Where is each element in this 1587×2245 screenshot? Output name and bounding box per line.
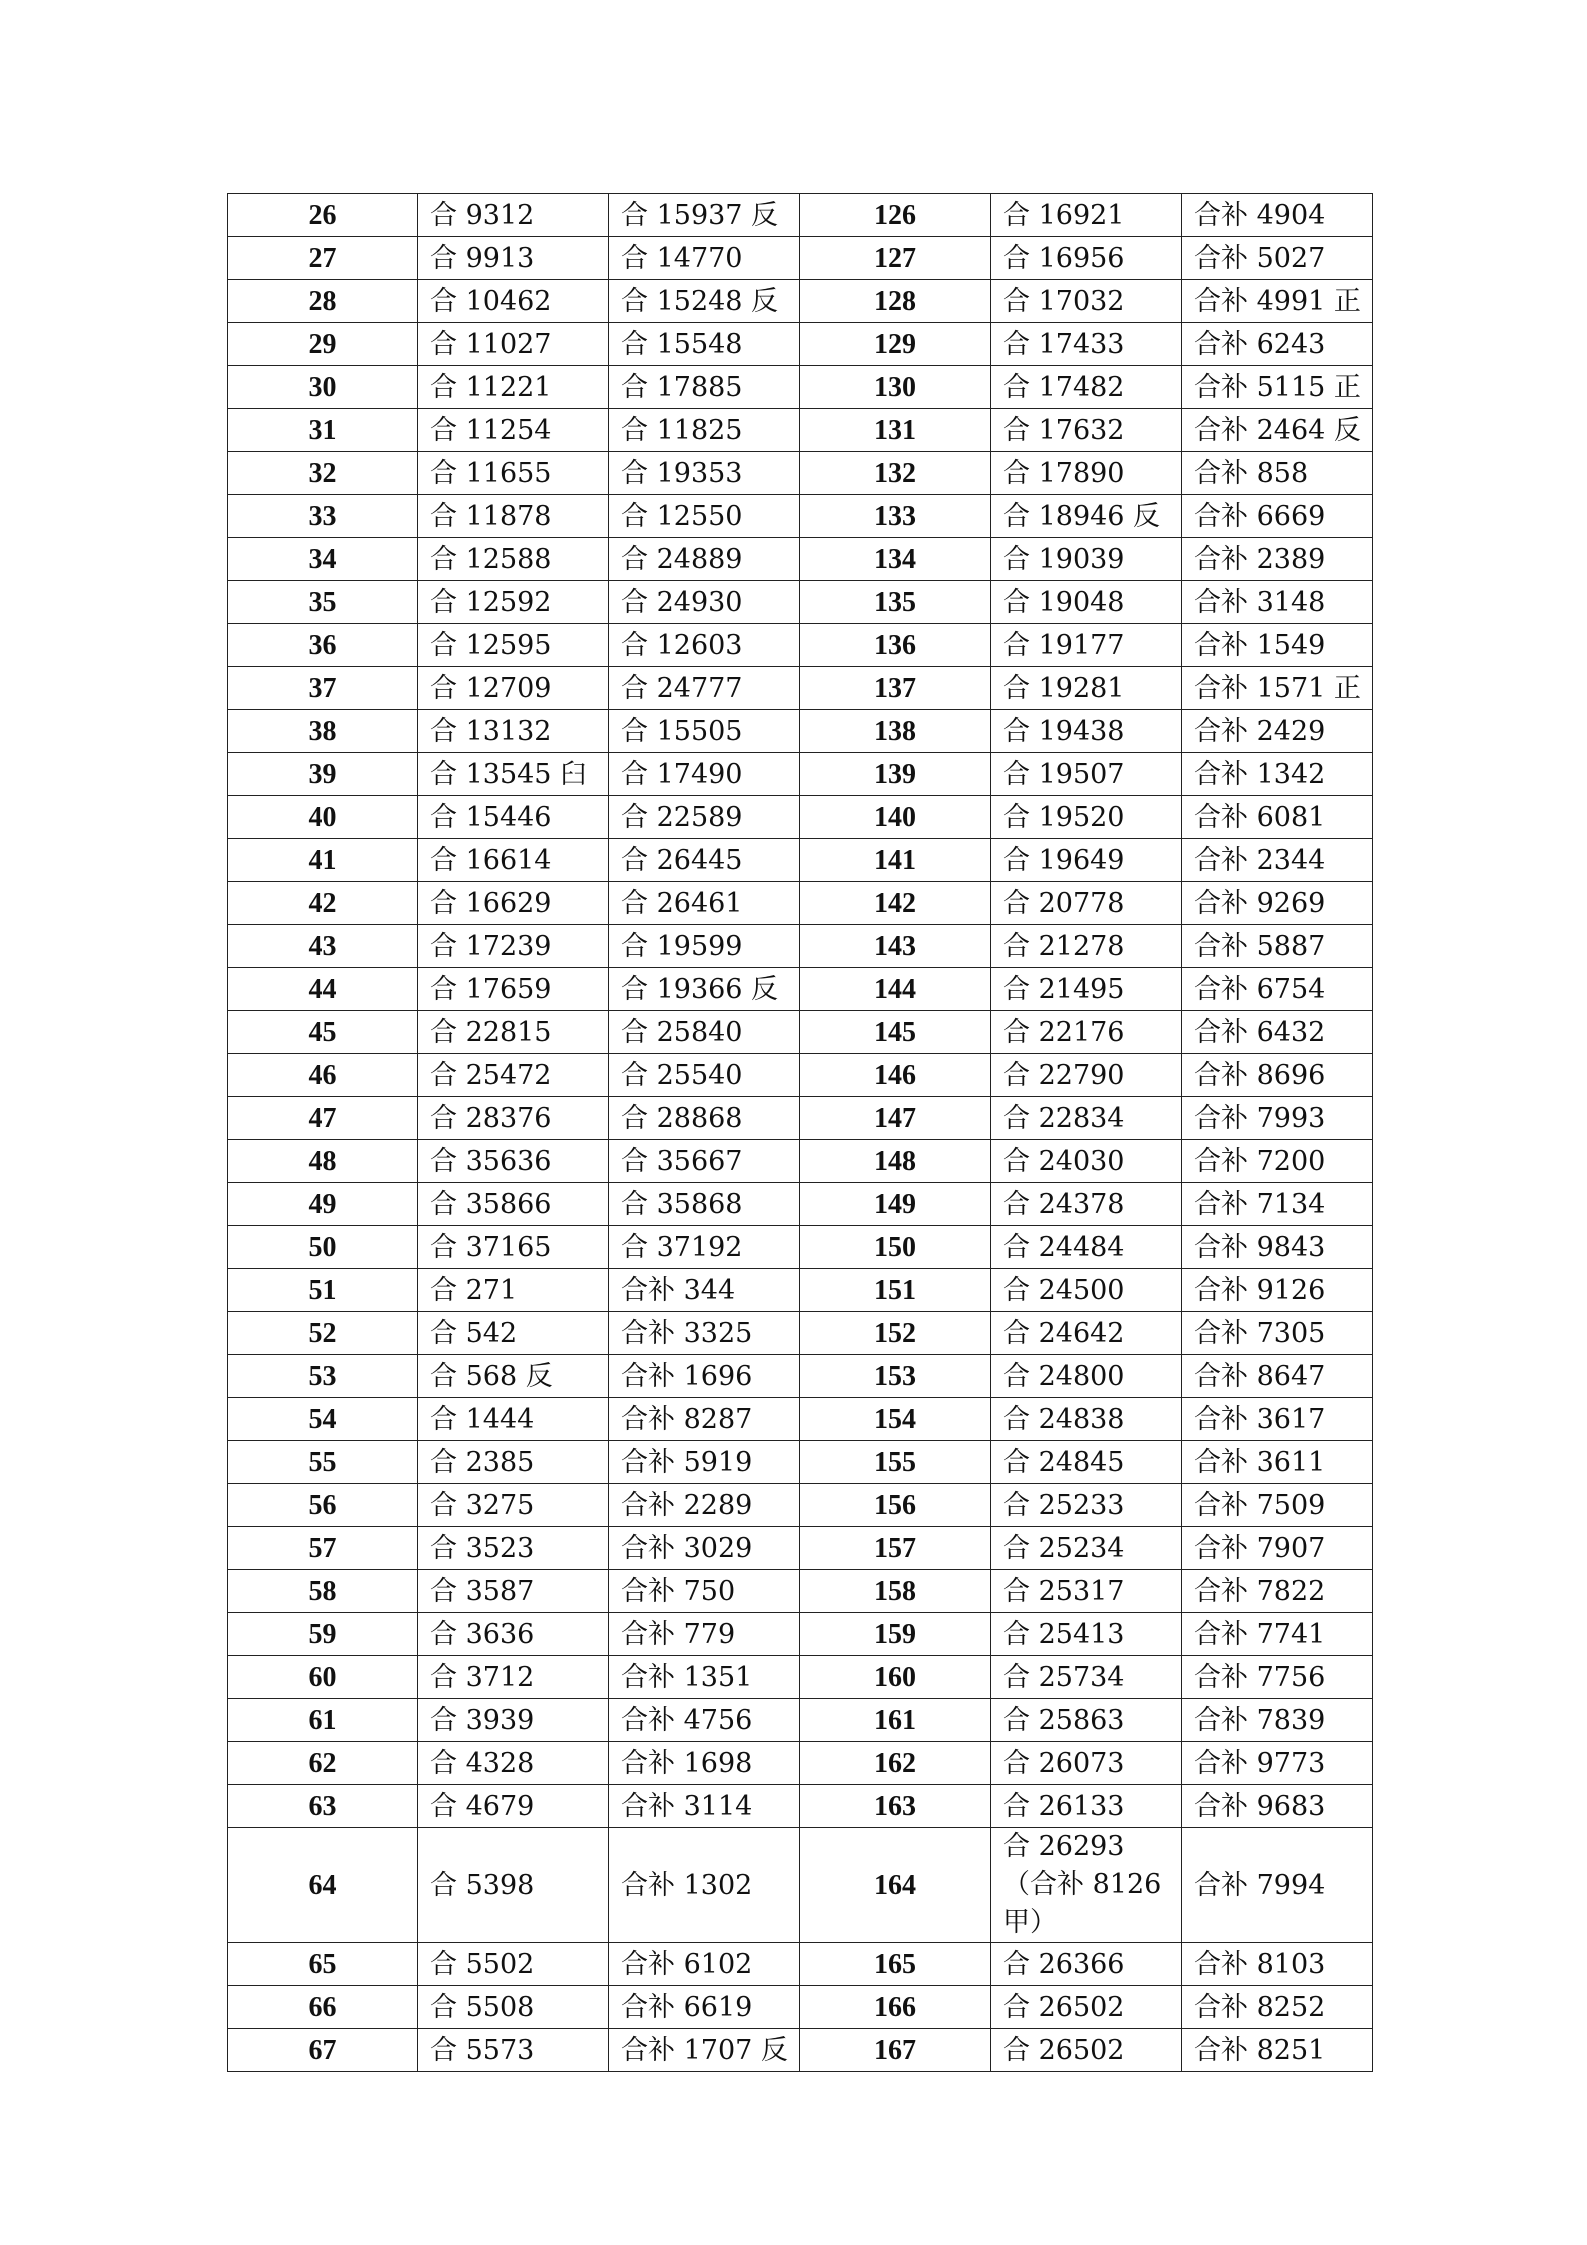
cell-index-right: 149 <box>800 1183 991 1226</box>
cell-index-left: 55 <box>228 1441 418 1484</box>
cell-catalog-b-left: 合补 5919 <box>609 1441 800 1484</box>
cell-catalog-b-left: 合补 3029 <box>609 1527 800 1570</box>
cell-index-left: 64 <box>228 1828 418 1943</box>
cell-catalog-b-left: 合 26461 <box>609 882 800 925</box>
cell-catalog-b-left: 合补 344 <box>609 1269 800 1312</box>
table-row <box>228 1785 1373 1828</box>
cell-catalog-b-right: 合补 7509 <box>1182 1484 1373 1527</box>
cell-index-left: 49 <box>228 1183 418 1226</box>
cell-catalog-b-right: 合补 7305 <box>1182 1312 1373 1355</box>
cell-index-right: 145 <box>800 1011 991 1054</box>
cell-catalog-b-right: 合补 2344 <box>1182 839 1373 882</box>
cell-catalog-b-right: 合补 7994 <box>1182 1828 1373 1943</box>
cell-index-left: 26 <box>228 194 418 237</box>
cell-catalog-a-right: 合 24800 <box>991 1355 1182 1398</box>
cell-catalog-a-right: 合 17890 <box>991 452 1182 495</box>
cell-catalog-b-left: 合 24777 <box>609 667 800 710</box>
cell-catalog-b-right: 合补 1571 正 <box>1182 667 1373 710</box>
cell-catalog-a-right: 合 22834 <box>991 1097 1182 1140</box>
cell-catalog-b-left: 合 11825 <box>609 409 800 452</box>
cell-catalog-b-left: 合 17490 <box>609 753 800 796</box>
cell-index-right: 164 <box>800 1828 991 1943</box>
cell-catalog-b-left: 合 12603 <box>609 624 800 667</box>
cell-catalog-a-right: 合 26073 <box>991 1742 1182 1785</box>
cell-catalog-b-right: 合补 858 <box>1182 452 1373 495</box>
cell-catalog-a-left: 合 3939 <box>418 1699 609 1742</box>
cell-index-left: 56 <box>228 1484 418 1527</box>
cell-catalog-b-left: 合补 2289 <box>609 1484 800 1527</box>
cell-index-right: 128 <box>800 280 991 323</box>
cell-catalog-b-left: 合补 6102 <box>609 1943 800 1986</box>
cell-catalog-a-right: 合 22790 <box>991 1054 1182 1097</box>
cell-index-right: 156 <box>800 1484 991 1527</box>
cell-catalog-b-right: 合补 4904 <box>1182 194 1373 237</box>
table-row <box>228 968 1373 1011</box>
cell-catalog-a-right: 合 24642 <box>991 1312 1182 1355</box>
table-row <box>228 1527 1373 1570</box>
cell-catalog-b-left: 合 24889 <box>609 538 800 581</box>
cell-index-left: 50 <box>228 1226 418 1269</box>
cell-catalog-b-right: 合补 8251 <box>1182 2029 1373 2072</box>
cell-catalog-b-left: 合 22589 <box>609 796 800 839</box>
cell-index-right: 162 <box>800 1742 991 1785</box>
cell-index-right: 135 <box>800 581 991 624</box>
cell-catalog-b-left: 合补 1351 <box>609 1656 800 1699</box>
cell-catalog-a-right: 合 26366 <box>991 1943 1182 1986</box>
table-row <box>228 1699 1373 1742</box>
cell-catalog-b-right: 合补 8647 <box>1182 1355 1373 1398</box>
cell-index-left: 61 <box>228 1699 418 1742</box>
cell-catalog-a-left: 合 11878 <box>418 495 609 538</box>
cell-index-left: 46 <box>228 1054 418 1097</box>
cell-catalog-a-right: 合 19438 <box>991 710 1182 753</box>
table-row <box>228 2029 1373 2072</box>
cell-catalog-b-right: 合补 7134 <box>1182 1183 1373 1226</box>
cell-catalog-a-left: 合 4679 <box>418 1785 609 1828</box>
cell-catalog-a-left: 合 12709 <box>418 667 609 710</box>
cell-index-right: 133 <box>800 495 991 538</box>
table-row <box>228 1140 1373 1183</box>
cell-catalog-b-left: 合 19599 <box>609 925 800 968</box>
cell-catalog-a-right: 合 25233 <box>991 1484 1182 1527</box>
cell-index-right: 130 <box>800 366 991 409</box>
cell-index-left: 48 <box>228 1140 418 1183</box>
cell-index-right: 159 <box>800 1613 991 1656</box>
cell-catalog-a-right: 合 19177 <box>991 624 1182 667</box>
cell-catalog-a-left: 合 17239 <box>418 925 609 968</box>
cell-index-left: 67 <box>228 2029 418 2072</box>
cell-catalog-b-right: 合补 6432 <box>1182 1011 1373 1054</box>
cell-catalog-b-right: 合补 8103 <box>1182 1943 1373 1986</box>
cell-catalog-b-right: 合补 7907 <box>1182 1527 1373 1570</box>
cell-index-right: 151 <box>800 1269 991 1312</box>
table-row <box>228 796 1373 839</box>
cell-catalog-b-right: 合补 5027 <box>1182 237 1373 280</box>
cell-catalog-b-right: 合补 3611 <box>1182 1441 1373 1484</box>
cell-catalog-b-left: 合补 3114 <box>609 1785 800 1828</box>
cell-catalog-a-right: 合 24845 <box>991 1441 1182 1484</box>
cell-catalog-a-left: 合 3712 <box>418 1656 609 1699</box>
cell-catalog-b-right: 合补 7839 <box>1182 1699 1373 1742</box>
cell-index-right: 137 <box>800 667 991 710</box>
cell-index-left: 40 <box>228 796 418 839</box>
cell-catalog-a-right: 合 17632 <box>991 409 1182 452</box>
cell-catalog-a-left: 合 3587 <box>418 1570 609 1613</box>
cell-catalog-b-left: 合 17885 <box>609 366 800 409</box>
table-row <box>228 1398 1373 1441</box>
cell-catalog-a-right: 合 17433 <box>991 323 1182 366</box>
cell-index-right: 167 <box>800 2029 991 2072</box>
table-row <box>228 1183 1373 1226</box>
cell-catalog-b-left: 合 12550 <box>609 495 800 538</box>
cell-catalog-b-right: 合补 8696 <box>1182 1054 1373 1097</box>
cell-catalog-a-right: 合 17482 <box>991 366 1182 409</box>
table-row <box>228 1011 1373 1054</box>
cell-index-left: 54 <box>228 1398 418 1441</box>
cell-catalog-a-right: 合 26502 <box>991 2029 1182 2072</box>
table-row <box>228 1570 1373 1613</box>
cell-index-left: 53 <box>228 1355 418 1398</box>
cell-index-right: 138 <box>800 710 991 753</box>
cell-catalog-a-left: 合 9312 <box>418 194 609 237</box>
cell-catalog-b-left: 合 26445 <box>609 839 800 882</box>
cell-catalog-a-left: 合 3523 <box>418 1527 609 1570</box>
cell-catalog-a-left: 合 35866 <box>418 1183 609 1226</box>
table-row <box>228 1441 1373 1484</box>
cell-catalog-b-right: 合补 1342 <box>1182 753 1373 796</box>
cell-catalog-a-right: 合 21495 <box>991 968 1182 1011</box>
cell-catalog-a-right: 合 26502 <box>991 1986 1182 2029</box>
cell-catalog-a-right: 合 21278 <box>991 925 1182 968</box>
cell-catalog-a-right: 合 17032 <box>991 280 1182 323</box>
cell-catalog-b-left: 合 15937 反 <box>609 194 800 237</box>
table-row <box>228 538 1373 581</box>
cell-catalog-a-right: 合 20778 <box>991 882 1182 925</box>
cell-catalog-a-left: 合 5508 <box>418 1986 609 2029</box>
cell-catalog-a-right: 合 24838 <box>991 1398 1182 1441</box>
cell-catalog-a-right: 合 25317 <box>991 1570 1182 1613</box>
cell-catalog-b-left: 合 15548 <box>609 323 800 366</box>
table-row <box>228 495 1373 538</box>
cell-catalog-b-left: 合补 750 <box>609 1570 800 1613</box>
table-row <box>228 1613 1373 1656</box>
table-row <box>228 194 1373 237</box>
cell-index-left: 38 <box>228 710 418 753</box>
cell-catalog-a-right: 合 19048 <box>991 581 1182 624</box>
cell-index-left: 37 <box>228 667 418 710</box>
cell-catalog-b-right: 合补 7200 <box>1182 1140 1373 1183</box>
cell-catalog-a-right: 合 19507 <box>991 753 1182 796</box>
cell-catalog-b-right: 合补 7741 <box>1182 1613 1373 1656</box>
table-row <box>228 1656 1373 1699</box>
cell-catalog-a-left: 合 25472 <box>418 1054 609 1097</box>
cell-catalog-a-right: 合 25234 <box>991 1527 1182 1570</box>
cell-catalog-a-right: 合 26293（合补 8126 甲） <box>991 1828 1182 1943</box>
table-row <box>228 1097 1373 1140</box>
cell-index-left: 52 <box>228 1312 418 1355</box>
cell-catalog-b-right: 合补 2389 <box>1182 538 1373 581</box>
table-row <box>228 839 1373 882</box>
cell-index-right: 150 <box>800 1226 991 1269</box>
table-row <box>228 409 1373 452</box>
cell-catalog-b-left: 合 24930 <box>609 581 800 624</box>
cell-index-left: 33 <box>228 495 418 538</box>
cell-catalog-a-right: 合 24484 <box>991 1226 1182 1269</box>
cell-index-left: 60 <box>228 1656 418 1699</box>
cell-index-right: 147 <box>800 1097 991 1140</box>
cell-catalog-b-left: 合补 8287 <box>609 1398 800 1441</box>
cell-catalog-b-left: 合 35868 <box>609 1183 800 1226</box>
table-row <box>228 1226 1373 1269</box>
cell-index-right: 131 <box>800 409 991 452</box>
cell-catalog-a-left: 合 11655 <box>418 452 609 495</box>
cell-index-right: 134 <box>800 538 991 581</box>
cell-catalog-a-left: 合 37165 <box>418 1226 609 1269</box>
cell-catalog-a-left: 合 271 <box>418 1269 609 1312</box>
cell-catalog-b-right: 合补 2429 <box>1182 710 1373 753</box>
table-row <box>228 280 1373 323</box>
cell-catalog-b-left: 合 14770 <box>609 237 800 280</box>
cell-index-left: 44 <box>228 968 418 1011</box>
cell-catalog-a-right: 合 25734 <box>991 1656 1182 1699</box>
cell-index-right: 158 <box>800 1570 991 1613</box>
cell-index-left: 35 <box>228 581 418 624</box>
cell-index-right: 126 <box>800 194 991 237</box>
cell-catalog-b-right: 合补 7993 <box>1182 1097 1373 1140</box>
table-row <box>228 1986 1373 2029</box>
cell-index-left: 28 <box>228 280 418 323</box>
cell-catalog-b-right: 合补 4991 正 <box>1182 280 1373 323</box>
cell-catalog-a-right: 合 26133 <box>991 1785 1182 1828</box>
cell-index-right: 154 <box>800 1398 991 1441</box>
cell-catalog-a-right: 合 19039 <box>991 538 1182 581</box>
table-row <box>228 882 1373 925</box>
cell-catalog-b-right: 合补 9843 <box>1182 1226 1373 1269</box>
cell-catalog-a-right: 合 25413 <box>991 1613 1182 1656</box>
table-row <box>228 624 1373 667</box>
cell-catalog-a-right: 合 16956 <box>991 237 1182 280</box>
cell-catalog-a-left: 合 12588 <box>418 538 609 581</box>
cell-index-left: 47 <box>228 1097 418 1140</box>
cell-catalog-a-left: 合 5573 <box>418 2029 609 2072</box>
cell-catalog-a-right: 合 19649 <box>991 839 1182 882</box>
table-row <box>228 1269 1373 1312</box>
cell-catalog-b-right: 合补 6669 <box>1182 495 1373 538</box>
cell-catalog-b-right: 合补 7822 <box>1182 1570 1373 1613</box>
cell-catalog-a-left: 合 1444 <box>418 1398 609 1441</box>
table-row <box>228 581 1373 624</box>
cell-catalog-b-right: 合补 3617 <box>1182 1398 1373 1441</box>
cell-catalog-b-right: 合补 3148 <box>1182 581 1373 624</box>
cell-index-left: 27 <box>228 237 418 280</box>
cell-catalog-b-right: 合补 5887 <box>1182 925 1373 968</box>
cell-catalog-a-left: 合 10462 <box>418 280 609 323</box>
cell-index-right: 166 <box>800 1986 991 2029</box>
cell-catalog-b-right: 合补 9773 <box>1182 1742 1373 1785</box>
cell-index-right: 139 <box>800 753 991 796</box>
cell-catalog-b-right: 合补 5115 正 <box>1182 366 1373 409</box>
data-table <box>227 193 1373 2072</box>
cell-index-right: 127 <box>800 237 991 280</box>
cell-catalog-a-left: 合 9913 <box>418 237 609 280</box>
cell-catalog-b-left: 合补 779 <box>609 1613 800 1656</box>
cell-catalog-a-left: 合 15446 <box>418 796 609 839</box>
cell-catalog-a-right: 合 24030 <box>991 1140 1182 1183</box>
cell-catalog-b-left: 合补 1696 <box>609 1355 800 1398</box>
cell-index-left: 41 <box>228 839 418 882</box>
cell-catalog-b-right: 合补 9269 <box>1182 882 1373 925</box>
cell-catalog-a-left: 合 3275 <box>418 1484 609 1527</box>
cell-catalog-a-left: 合 12595 <box>418 624 609 667</box>
cell-catalog-b-right: 合补 8252 <box>1182 1986 1373 2029</box>
cell-index-left: 57 <box>228 1527 418 1570</box>
cell-index-right: 163 <box>800 1785 991 1828</box>
cell-catalog-a-left: 合 13132 <box>418 710 609 753</box>
cell-catalog-a-right: 合 24500 <box>991 1269 1182 1312</box>
cell-index-right: 161 <box>800 1699 991 1742</box>
cell-catalog-a-left: 合 5502 <box>418 1943 609 1986</box>
cell-catalog-a-right: 合 19281 <box>991 667 1182 710</box>
cell-index-right: 146 <box>800 1054 991 1097</box>
cell-catalog-a-left: 合 11221 <box>418 366 609 409</box>
table-row <box>228 1742 1373 1785</box>
cell-catalog-a-left: 合 16629 <box>418 882 609 925</box>
cell-catalog-b-right: 合补 7756 <box>1182 1656 1373 1699</box>
cell-index-right: 157 <box>800 1527 991 1570</box>
cell-catalog-b-left: 合补 6619 <box>609 1986 800 2029</box>
cell-index-left: 43 <box>228 925 418 968</box>
cell-catalog-a-left: 合 11254 <box>418 409 609 452</box>
cell-catalog-b-left: 合 35667 <box>609 1140 800 1183</box>
cell-catalog-b-right: 合补 1549 <box>1182 624 1373 667</box>
cell-catalog-b-right: 合补 6081 <box>1182 796 1373 839</box>
cell-catalog-a-right: 合 18946 反 <box>991 495 1182 538</box>
cell-index-left: 45 <box>228 1011 418 1054</box>
cell-catalog-a-right: 合 25863 <box>991 1699 1182 1742</box>
cell-catalog-b-right: 合补 9126 <box>1182 1269 1373 1312</box>
table-row <box>228 1943 1373 1986</box>
table-row <box>228 323 1373 366</box>
table-row <box>228 366 1373 409</box>
cell-catalog-b-right: 合补 2464 反 <box>1182 409 1373 452</box>
table-row <box>228 925 1373 968</box>
cell-catalog-a-right: 合 24378 <box>991 1183 1182 1226</box>
cell-index-left: 59 <box>228 1613 418 1656</box>
cell-catalog-a-left: 合 13545 臼 <box>418 753 609 796</box>
cell-catalog-b-left: 合补 1707 反 <box>609 2029 800 2072</box>
cell-catalog-a-left: 合 17659 <box>418 968 609 1011</box>
cell-catalog-b-left: 合 15505 <box>609 710 800 753</box>
cell-catalog-b-left: 合补 3325 <box>609 1312 800 1355</box>
table-row <box>228 1312 1373 1355</box>
table-body <box>228 194 1373 2072</box>
cell-catalog-a-left: 合 28376 <box>418 1097 609 1140</box>
cell-index-left: 30 <box>228 366 418 409</box>
cell-catalog-a-right: 合 22176 <box>991 1011 1182 1054</box>
cell-index-right: 143 <box>800 925 991 968</box>
cell-index-right: 155 <box>800 1441 991 1484</box>
cell-index-right: 132 <box>800 452 991 495</box>
cell-index-left: 62 <box>228 1742 418 1785</box>
cell-catalog-a-left: 合 11027 <box>418 323 609 366</box>
cell-catalog-a-left: 合 16614 <box>418 839 609 882</box>
table-row <box>228 1484 1373 1527</box>
cell-index-left: 29 <box>228 323 418 366</box>
cell-catalog-b-left: 合补 4756 <box>609 1699 800 1742</box>
cell-index-left: 42 <box>228 882 418 925</box>
cell-catalog-a-left: 合 35636 <box>418 1140 609 1183</box>
cell-catalog-b-left: 合 25840 <box>609 1011 800 1054</box>
cell-index-right: 152 <box>800 1312 991 1355</box>
cell-index-right: 165 <box>800 1943 991 1986</box>
table-row <box>228 1355 1373 1398</box>
table-row <box>228 753 1373 796</box>
cell-index-right: 144 <box>800 968 991 1011</box>
cell-catalog-a-left: 合 5398 <box>418 1828 609 1943</box>
cell-index-right: 142 <box>800 882 991 925</box>
cell-index-left: 32 <box>228 452 418 495</box>
cell-index-left: 34 <box>228 538 418 581</box>
cell-catalog-b-right: 合补 6754 <box>1182 968 1373 1011</box>
cell-index-left: 65 <box>228 1943 418 1986</box>
cell-catalog-a-left: 合 4328 <box>418 1742 609 1785</box>
cell-catalog-a-left: 合 2385 <box>418 1441 609 1484</box>
table-row <box>228 1054 1373 1097</box>
cell-catalog-a-right: 合 16921 <box>991 194 1182 237</box>
cell-catalog-a-left: 合 568 反 <box>418 1355 609 1398</box>
cell-index-left: 63 <box>228 1785 418 1828</box>
cell-catalog-a-left: 合 12592 <box>418 581 609 624</box>
cell-index-right: 160 <box>800 1656 991 1699</box>
cell-catalog-b-right: 合补 6243 <box>1182 323 1373 366</box>
cell-index-right: 140 <box>800 796 991 839</box>
cell-index-right: 153 <box>800 1355 991 1398</box>
cell-index-left: 58 <box>228 1570 418 1613</box>
cell-index-left: 51 <box>228 1269 418 1312</box>
table-row <box>228 452 1373 495</box>
cell-index-left: 39 <box>228 753 418 796</box>
cell-index-right: 148 <box>800 1140 991 1183</box>
table-row <box>228 710 1373 753</box>
cell-catalog-a-left: 合 3636 <box>418 1613 609 1656</box>
cell-index-left: 31 <box>228 409 418 452</box>
cell-catalog-b-left: 合 19353 <box>609 452 800 495</box>
cell-catalog-b-left: 合 19366 反 <box>609 968 800 1011</box>
cell-index-right: 136 <box>800 624 991 667</box>
cell-index-right: 129 <box>800 323 991 366</box>
cell-catalog-a-left: 合 542 <box>418 1312 609 1355</box>
table-row <box>228 667 1373 710</box>
cell-index-left: 66 <box>228 1986 418 2029</box>
cell-catalog-b-left: 合补 1302 <box>609 1828 800 1943</box>
cell-index-right: 141 <box>800 839 991 882</box>
cell-catalog-b-left: 合 15248 反 <box>609 280 800 323</box>
table-row <box>228 237 1373 280</box>
table-row <box>228 1828 1373 1943</box>
cell-catalog-b-left: 合 25540 <box>609 1054 800 1097</box>
cell-catalog-b-left: 合 28868 <box>609 1097 800 1140</box>
cell-catalog-a-right: 合 19520 <box>991 796 1182 839</box>
cell-catalog-b-left: 合 37192 <box>609 1226 800 1269</box>
cell-catalog-b-left: 合补 1698 <box>609 1742 800 1785</box>
cell-catalog-a-left: 合 22815 <box>418 1011 609 1054</box>
cell-index-left: 36 <box>228 624 418 667</box>
cell-catalog-b-right: 合补 9683 <box>1182 1785 1373 1828</box>
